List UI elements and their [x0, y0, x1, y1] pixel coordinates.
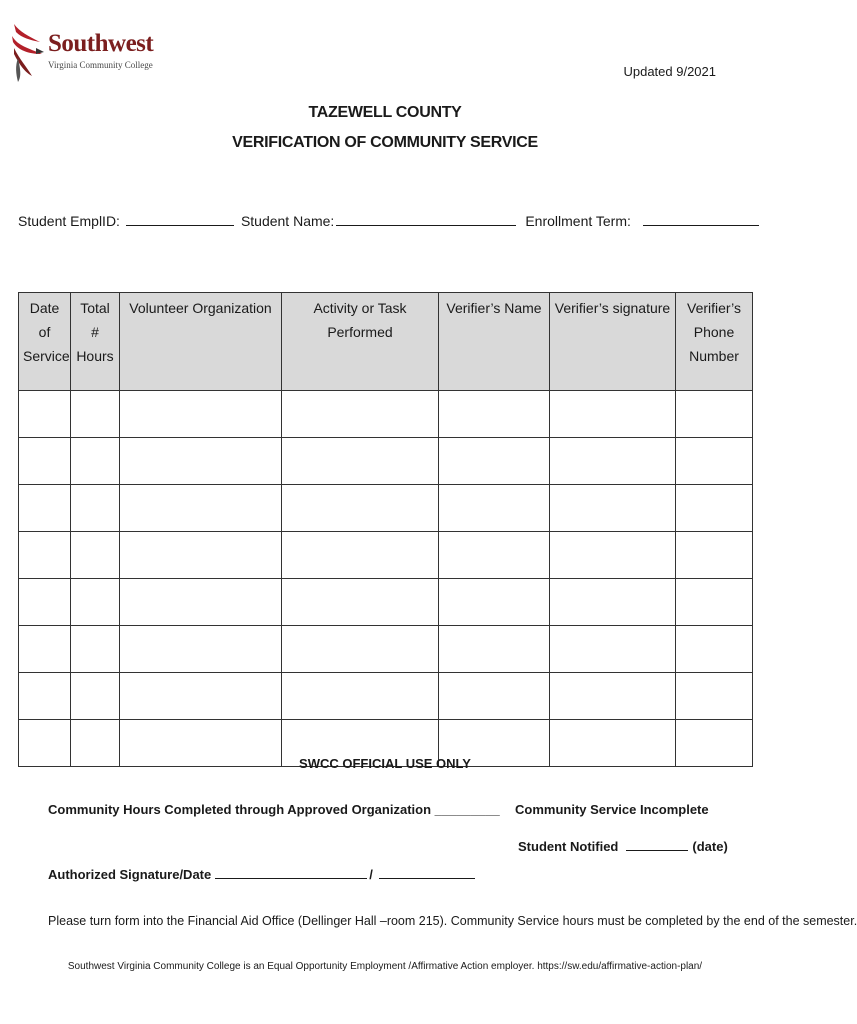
table-cell[interactable] [676, 532, 753, 579]
signature-date-field[interactable] [379, 866, 475, 879]
table-cell[interactable] [120, 391, 282, 438]
table-cell[interactable] [19, 438, 71, 485]
table-cell[interactable] [19, 485, 71, 532]
table-cell[interactable] [71, 532, 120, 579]
official-use-heading: SWCC OFFICIAL USE ONLY [299, 756, 471, 771]
student-notified-label: Student Notified [518, 839, 619, 854]
table-cell[interactable] [550, 532, 676, 579]
authorized-signature-line: Authorized Signature/Date / [48, 866, 475, 882]
column-header: Verifier’s Name [439, 293, 550, 391]
column-header: Activity or Task Performed [282, 293, 439, 391]
enrollment-term-label: Enrollment Term: [525, 213, 631, 229]
column-header: Date of Service [19, 293, 71, 391]
table-cell[interactable] [439, 673, 550, 720]
cardinal-bird-icon [10, 18, 46, 84]
service-incomplete-label: Community Service Incomplete [515, 802, 709, 817]
table-cell[interactable] [550, 438, 676, 485]
table-row [19, 485, 753, 532]
table-cell[interactable] [282, 626, 439, 673]
column-header: Total # Hours [71, 293, 120, 391]
table-cell[interactable] [71, 485, 120, 532]
table-cell[interactable] [71, 391, 120, 438]
hours-completed-line: Community Hours Completed through Approved Organization _________ [48, 802, 500, 817]
table-cell[interactable] [19, 532, 71, 579]
table-row [19, 579, 753, 626]
table-cell[interactable] [439, 438, 550, 485]
column-header: Verifier’s signature [550, 293, 676, 391]
table-cell[interactable] [282, 485, 439, 532]
emplid-field[interactable] [126, 213, 234, 226]
table-row [19, 438, 753, 485]
table-cell[interactable] [676, 626, 753, 673]
table-cell[interactable] [282, 438, 439, 485]
student-info-row [18, 213, 759, 229]
table-cell[interactable] [676, 485, 753, 532]
table-header-row [19, 293, 753, 391]
student-name-field[interactable] [336, 213, 516, 226]
table-cell[interactable] [676, 673, 753, 720]
table-cell[interactable] [120, 532, 282, 579]
student-name-label: Student Name: [240, 213, 335, 229]
logo-subtitle: Virginia Community College [48, 60, 153, 70]
table-cell[interactable] [120, 673, 282, 720]
column-header: Verifier’s Phone Number [676, 293, 753, 391]
table-cell[interactable] [19, 579, 71, 626]
table-cell[interactable] [439, 532, 550, 579]
table-cell[interactable] [550, 485, 676, 532]
table-cell[interactable] [71, 626, 120, 673]
table-cell[interactable] [676, 579, 753, 626]
updated-date: Updated 9/2021 [623, 64, 716, 79]
table-cell[interactable] [439, 579, 550, 626]
table-cell[interactable] [71, 438, 120, 485]
table-cell[interactable] [19, 673, 71, 720]
table-cell[interactable] [71, 579, 120, 626]
table-cell[interactable] [282, 673, 439, 720]
signature-field[interactable] [215, 866, 367, 879]
table-row [19, 391, 753, 438]
table-cell[interactable] [550, 626, 676, 673]
enrollment-term-field[interactable] [643, 213, 759, 226]
table-cell[interactable] [550, 673, 676, 720]
form-title: VERIFICATION OF COMMUNITY SERVICE [232, 134, 538, 151]
table-cell[interactable] [120, 438, 282, 485]
table-cell[interactable] [282, 579, 439, 626]
county-title: TAZEWELL COUNTY [308, 104, 462, 121]
table-cell[interactable] [282, 532, 439, 579]
table-cell[interactable] [120, 579, 282, 626]
table-cell[interactable] [120, 626, 282, 673]
table-cell[interactable] [71, 673, 120, 720]
table-cell[interactable] [676, 391, 753, 438]
date-suffix: (date) [692, 839, 728, 854]
submission-note: Please turn form into the Financial Aid Office (Dellinger Hall –room 215). Community Service hours must be completed by the end of the semester. [48, 914, 857, 928]
column-header: Volunteer Organization [120, 293, 282, 391]
table-row [19, 626, 753, 673]
table-cell[interactable] [19, 626, 71, 673]
emplid-label: Student EmplID: [18, 213, 120, 229]
table-cell[interactable] [439, 485, 550, 532]
table-cell[interactable] [439, 391, 550, 438]
service-log-table [18, 292, 753, 767]
table-cell[interactable] [676, 438, 753, 485]
table-cell[interactable] [439, 626, 550, 673]
table-row [19, 673, 753, 720]
notified-date-field[interactable] [626, 838, 688, 851]
table-cell[interactable] [550, 579, 676, 626]
table-cell[interactable] [19, 391, 71, 438]
eeo-footer: Southwest Virginia Community College is an Equal Opportunity Employment /Affirmative Action employer. https://sw.edu/affirmative-action-plan/ [67, 961, 703, 972]
table-body [19, 391, 753, 767]
student-notified-line [518, 838, 728, 854]
authorized-signature-label: Authorized Signature/Date [48, 867, 212, 882]
table-row [19, 532, 753, 579]
table-cell[interactable] [550, 391, 676, 438]
college-logo [10, 18, 154, 84]
table-cell[interactable] [282, 391, 439, 438]
logo-name: Southwest [48, 30, 154, 57]
table-cell[interactable] [120, 485, 282, 532]
